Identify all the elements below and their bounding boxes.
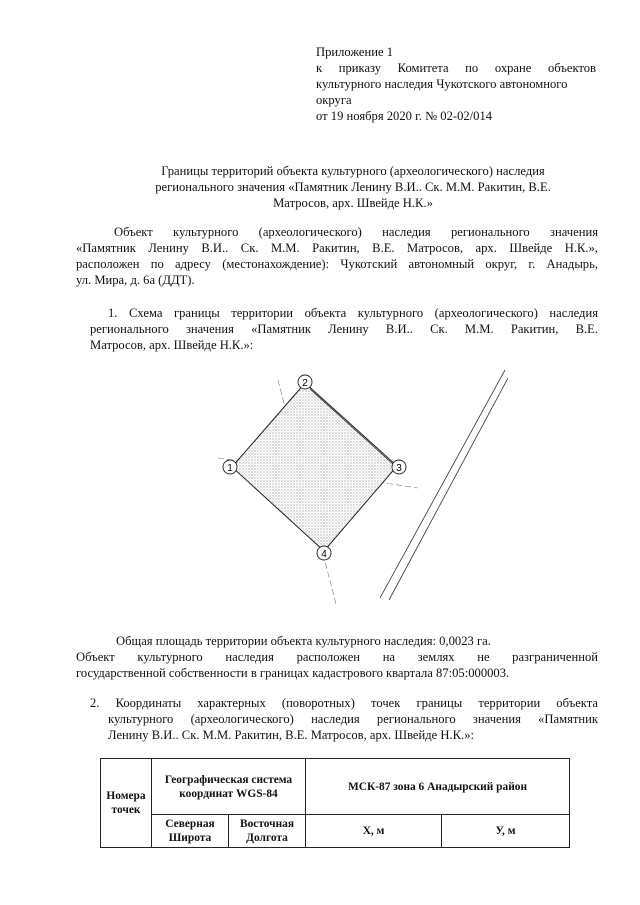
point-marker-3 — [392, 460, 406, 474]
section-1-line-2: регионального значения «Памятник Ленину В.И.. Ск. М.М. Ракитин, В.Е. — [90, 322, 598, 336]
point-marker-2 — [298, 375, 312, 389]
area-line-2: Объект культурного наследия расположен на землях не разграниченной — [76, 650, 598, 664]
annex-order-line: к приказу Комитета по охране объектов — [316, 61, 596, 75]
annex-date-line: от 19 ноября 2020 г. № 02-02/014 — [316, 109, 493, 123]
street-line-outer — [389, 378, 508, 600]
section-2-line-1: 2. Координаты характерных (поворотных) точек границы территории объекта — [90, 696, 598, 710]
section-2-heading — [90, 695, 598, 743]
header-x-meters: Х, м — [306, 815, 442, 848]
intro-line-4: ул. Мира, д. 6а (ДДТ). — [76, 273, 195, 287]
title-line-1: Границы территорий объекта культурного (археологического) наследия — [161, 164, 545, 178]
point-label-2: 2 — [302, 378, 308, 389]
point-marker-4 — [317, 546, 331, 560]
scheme-drawing — [218, 366, 508, 606]
point-label-3: 3 — [396, 463, 402, 474]
title-line-2: регионального значения «Памятник Ленину В.И.. Ск. М.М. Ракитин, В.Е. — [155, 180, 551, 194]
header-msk87: МСК-87 зона 6 Анадырский район — [306, 759, 570, 815]
section-1-line-1: 1. Схема границы территории объекта культурного (археологического) наследия — [108, 306, 598, 320]
annex-header — [316, 44, 596, 124]
intro-line-2: «Памятник Ленину В.И.. Ск. М.М. Ракитин, В.Е. Матросов, арх. Швейде Н.К.», — [76, 241, 598, 255]
header-point-numbers: Номера точек — [101, 759, 152, 848]
section-2-line-2: культурного (археологического) наследия регионального значения «Памятник — [108, 712, 598, 726]
area-paragraph — [76, 633, 598, 681]
section-1-line-3: Матросов, арх. Швейде Н.К.»: — [90, 338, 254, 352]
area-line-1: Общая площадь территории объекта культурного наследия: 0,0023 га. — [116, 634, 491, 648]
point-label-1: 1 — [227, 463, 233, 474]
coordinates-table — [100, 758, 570, 848]
document-title — [118, 163, 588, 211]
section-2-line-3: Ленину В.И.. Ск. М.М. Ракитин, В.Е. Матросов, арх. Швейде Н.К.»: — [108, 728, 474, 742]
intro-paragraph — [76, 224, 598, 288]
boundary-scheme — [218, 366, 508, 606]
header-east-longitude: Восточная Долгота — [229, 815, 306, 848]
table-header-row-1 — [101, 759, 570, 815]
area-line-3: государственной собственности в границах кадастрового квартала 87:05:000003. — [76, 666, 510, 680]
annex-title: Приложение 1 — [316, 45, 394, 59]
intro-line-3: расположен по адресу (местонахождение): Чукотский автономный округ, г. Анадырь, — [76, 257, 598, 271]
header-north-latitude: Северная Широта — [152, 815, 229, 848]
territory-polygon — [232, 383, 397, 551]
point-label-4: 4 — [321, 549, 327, 560]
street-line-inner — [380, 370, 505, 598]
header-y-meters: У, м — [442, 815, 570, 848]
intro-line-1: Объект культурного (археологического) наследия регионального значения — [114, 225, 598, 239]
header-wgs84: Географическая система координат WGS-84 — [152, 759, 306, 815]
section-1-heading — [90, 305, 598, 353]
annex-committee-line: культурного наследия Чукотского автономного — [316, 77, 568, 91]
point-marker-1 — [223, 460, 237, 474]
table-header-row-2 — [101, 815, 570, 848]
title-line-3: Матросов, арх. Швейде Н.К.» — [273, 196, 433, 210]
annex-region-line: округа — [316, 93, 352, 107]
